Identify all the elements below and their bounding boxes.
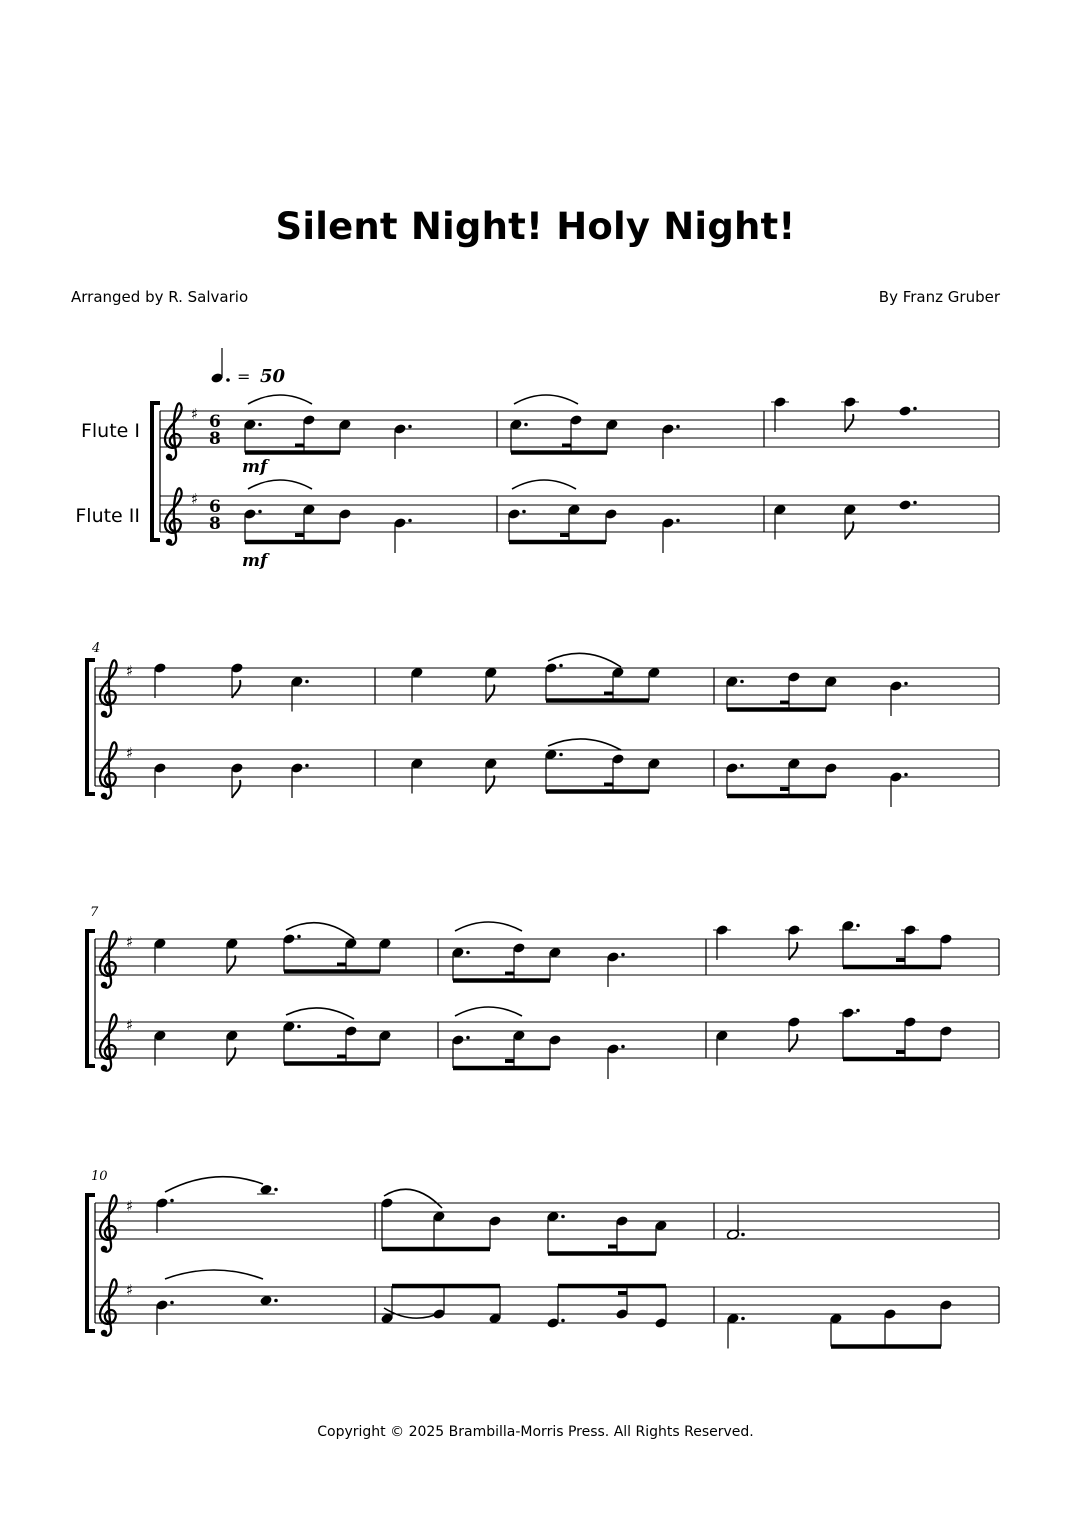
note-flag bbox=[845, 522, 853, 540]
note-dot bbox=[904, 773, 908, 777]
note-dot bbox=[226, 378, 230, 382]
key-signature-sharp: ♯ bbox=[126, 933, 134, 951]
note-dot bbox=[676, 519, 680, 523]
slur bbox=[384, 1189, 442, 1208]
note-dot bbox=[297, 935, 301, 939]
time-signature-bottom: 8 bbox=[209, 514, 221, 534]
note-dot bbox=[559, 753, 563, 757]
note-dot bbox=[274, 1299, 278, 1303]
system-bracket bbox=[87, 931, 95, 1066]
note-dot bbox=[408, 425, 412, 429]
tempo-value: 50 bbox=[260, 366, 286, 387]
note-dot bbox=[676, 425, 680, 429]
note-dot bbox=[904, 682, 908, 686]
instrument-name-flute-1: Flute I bbox=[80, 420, 140, 442]
note-dot bbox=[561, 1319, 565, 1323]
dynamic-mf: mf bbox=[242, 551, 268, 571]
note-dot bbox=[258, 510, 262, 514]
note-flag bbox=[486, 776, 494, 794]
note-dot bbox=[524, 423, 528, 427]
note-head bbox=[898, 405, 911, 417]
measure-number: 7 bbox=[90, 905, 99, 920]
key-signature-sharp: ♯ bbox=[126, 1281, 134, 1299]
instrument-name-flute-2: Flute II bbox=[75, 505, 140, 527]
note-dot bbox=[274, 1188, 278, 1192]
note-flag bbox=[227, 1048, 235, 1066]
time-signature-top: 6 bbox=[209, 412, 221, 432]
note-dot bbox=[741, 1233, 745, 1237]
key-signature-sharp: ♯ bbox=[126, 1016, 134, 1034]
score-title: Silent Night! Holy Night! bbox=[275, 205, 796, 248]
system-bracket bbox=[152, 403, 160, 540]
note-dot bbox=[170, 1199, 174, 1203]
treble-clef-icon bbox=[100, 931, 117, 988]
system-bracket bbox=[87, 660, 95, 794]
system-bracket bbox=[87, 1195, 95, 1331]
key-signature-sharp: ♯ bbox=[126, 662, 134, 680]
note-dot bbox=[305, 680, 309, 684]
note-flag bbox=[232, 780, 240, 798]
slur bbox=[514, 395, 578, 404]
note-dot bbox=[466, 951, 470, 955]
treble-clef-icon bbox=[100, 1195, 117, 1252]
key-signature-sharp: ♯ bbox=[126, 744, 134, 762]
note-flag bbox=[486, 685, 494, 703]
key-signature-sharp: ♯ bbox=[191, 405, 199, 423]
note-dot bbox=[466, 1036, 470, 1040]
note-dot bbox=[170, 1301, 174, 1305]
slur bbox=[248, 395, 312, 404]
slur bbox=[165, 1177, 263, 1192]
arranger-credit: Arranged by R. Salvario bbox=[71, 288, 249, 306]
treble-clef-icon bbox=[100, 1279, 117, 1336]
slur bbox=[286, 1008, 354, 1019]
slur bbox=[165, 1270, 263, 1279]
slur bbox=[455, 922, 522, 931]
note-flag bbox=[227, 956, 235, 974]
slur bbox=[384, 1308, 442, 1318]
note-dot bbox=[297, 1025, 301, 1029]
slur bbox=[548, 653, 621, 667]
slur bbox=[286, 923, 354, 938]
note-dot bbox=[740, 764, 744, 768]
copyright-notice: Copyright © 2025 Brambilla-Morris Press. All Rights Reserved. bbox=[317, 1424, 754, 1440]
note-dot bbox=[258, 423, 262, 427]
treble-clef-icon bbox=[100, 1014, 117, 1071]
tempo-equals: = bbox=[237, 367, 251, 386]
slur bbox=[248, 480, 312, 489]
note-dot bbox=[305, 764, 309, 768]
key-signature-sharp: ♯ bbox=[191, 490, 199, 508]
composer-credit: By Franz Gruber bbox=[878, 288, 1000, 306]
note-dot bbox=[856, 1009, 860, 1013]
dynamic-mf: mf bbox=[242, 457, 268, 477]
note-head bbox=[898, 499, 911, 511]
treble-clef-icon bbox=[165, 488, 182, 545]
slur bbox=[512, 480, 576, 489]
note-dot bbox=[913, 407, 917, 411]
measure-number: 4 bbox=[92, 641, 101, 656]
note-dot bbox=[740, 680, 744, 684]
note-dot bbox=[741, 1317, 745, 1321]
treble-clef-icon bbox=[100, 660, 117, 717]
note-dot bbox=[522, 510, 526, 514]
time-signature-top: 6 bbox=[209, 497, 221, 517]
measure-number: 10 bbox=[91, 1169, 108, 1184]
note-dot bbox=[856, 924, 860, 928]
treble-clef-icon bbox=[100, 742, 117, 799]
time-signature-bottom: 8 bbox=[209, 429, 221, 449]
note-dot bbox=[561, 1215, 565, 1219]
note-dot bbox=[559, 664, 563, 668]
key-signature-sharp: ♯ bbox=[126, 1197, 134, 1215]
note-dot bbox=[621, 953, 625, 957]
note-dot bbox=[913, 501, 917, 505]
note-dot bbox=[621, 1045, 625, 1049]
treble-clef-icon bbox=[165, 403, 182, 460]
note-dot bbox=[408, 519, 412, 523]
slur bbox=[548, 739, 621, 750]
slur bbox=[455, 1007, 522, 1016]
